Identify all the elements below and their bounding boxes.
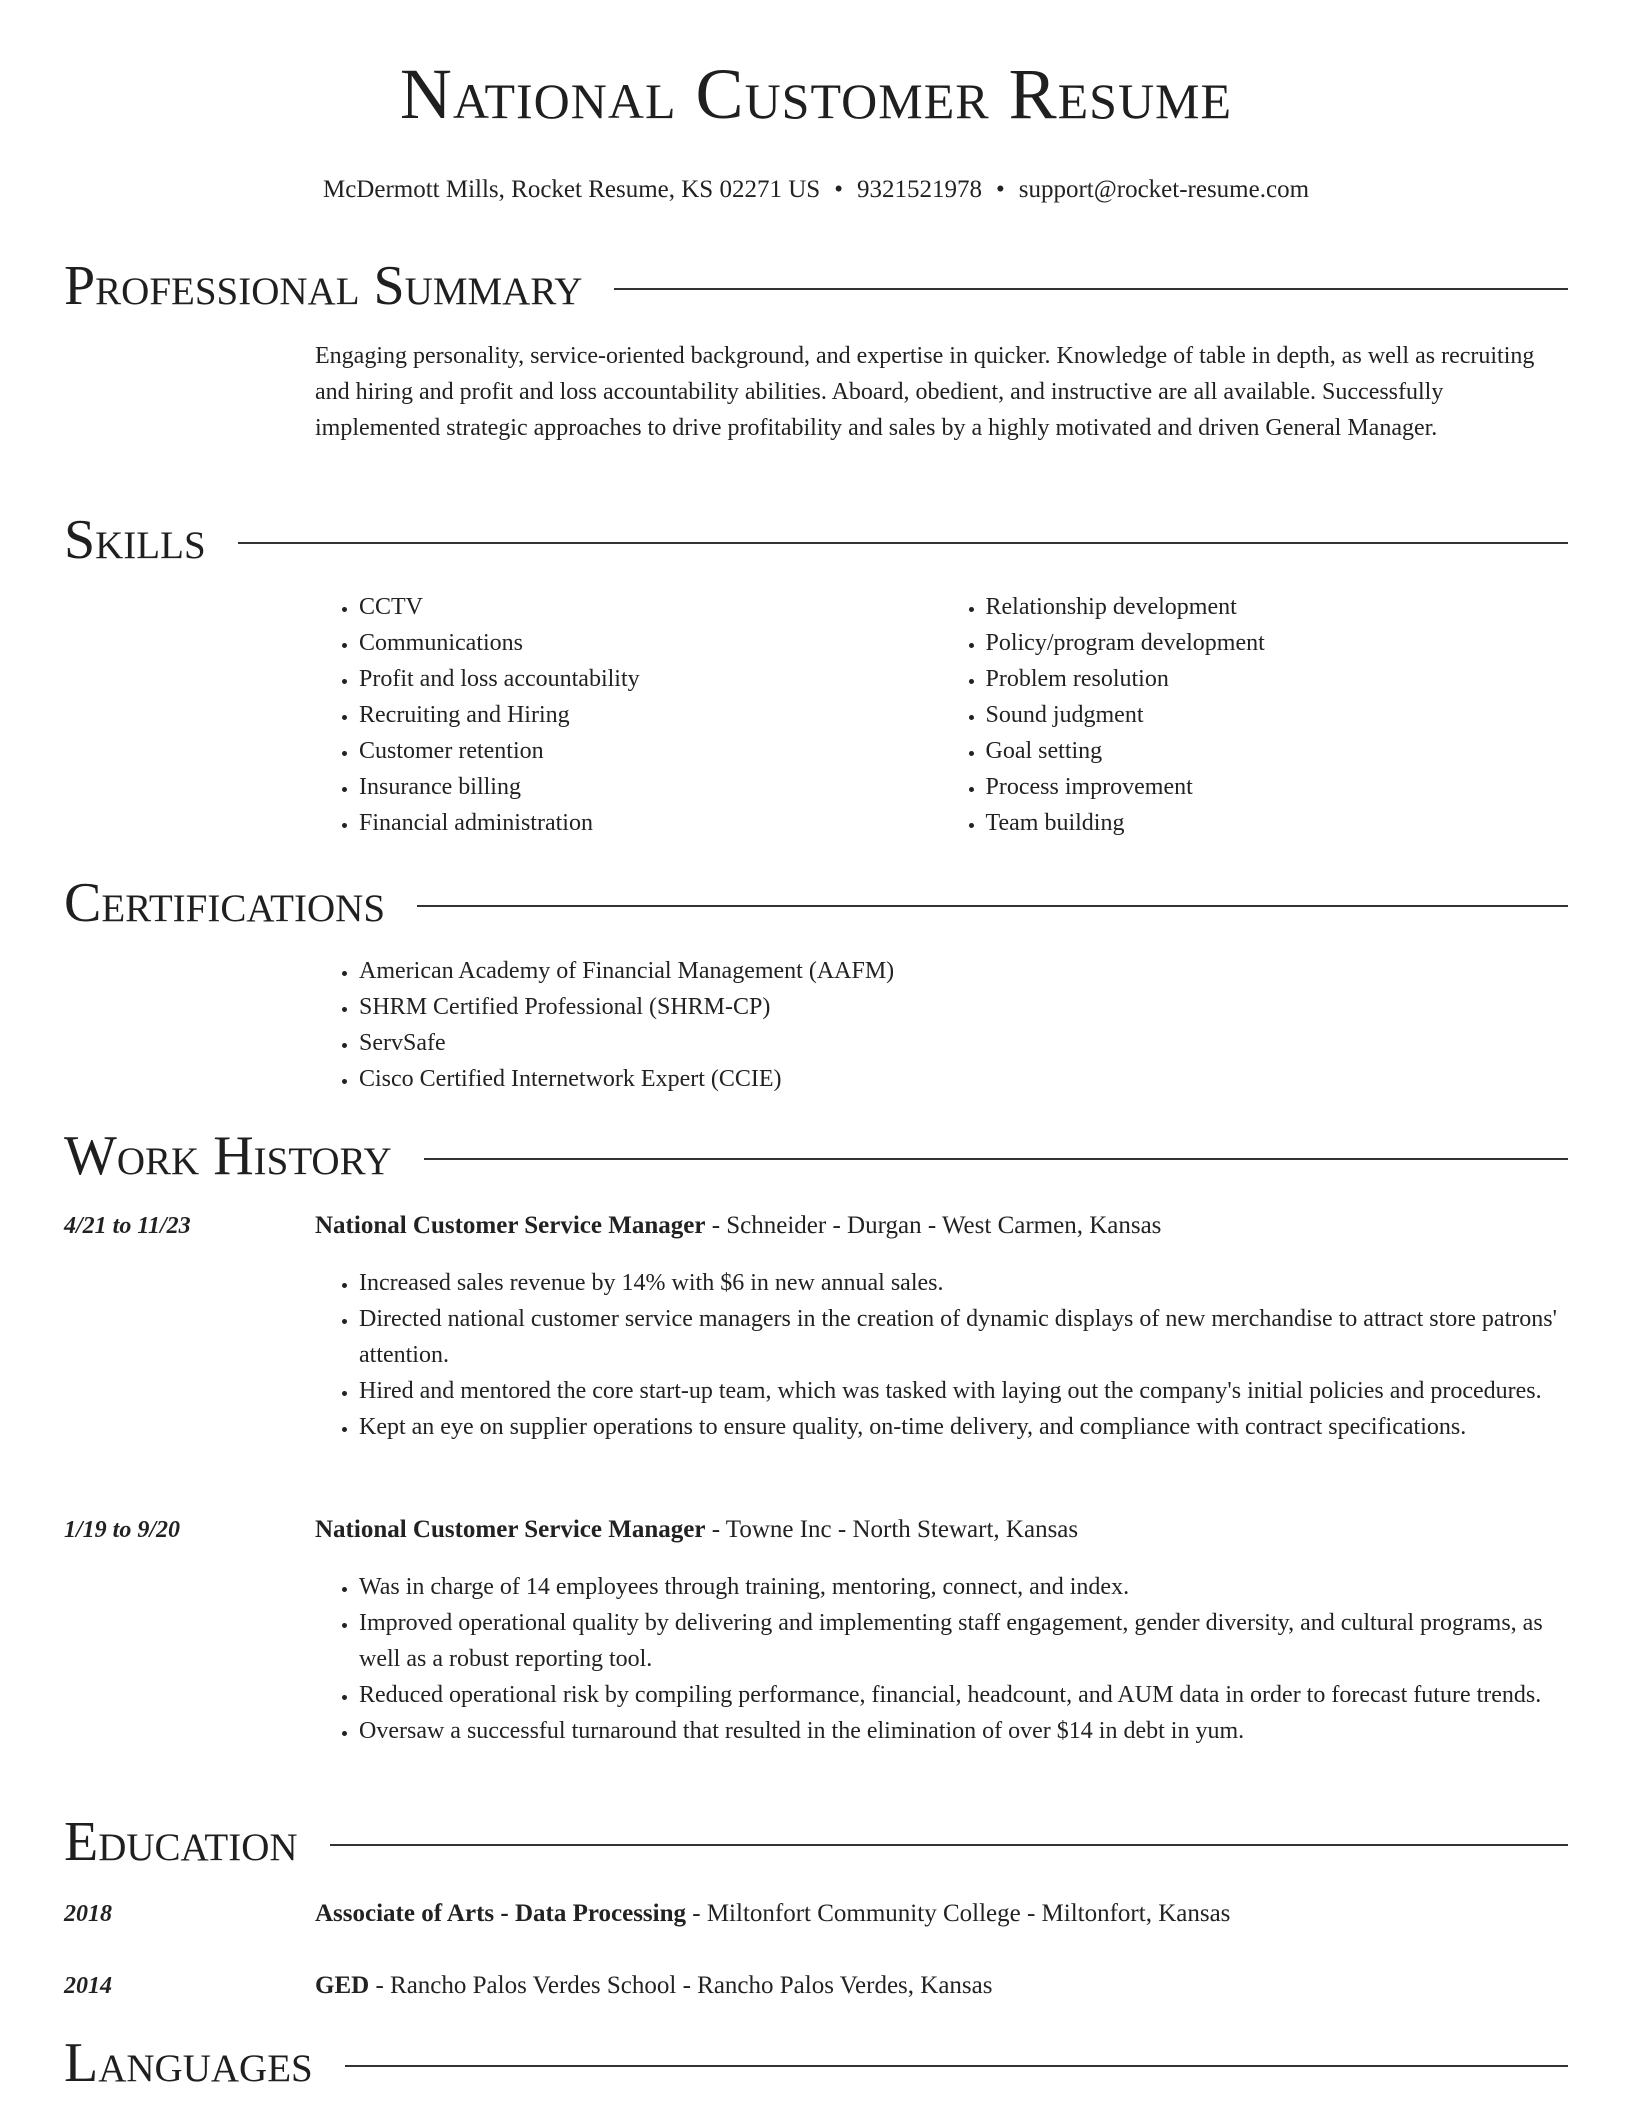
job-bullet-list (315, 1569, 1568, 1749)
job-bullets (315, 1265, 1568, 1445)
summary-heading: Professional Summary (64, 255, 583, 317)
education-details: - Miltonfort Community College - Miltonfort, Kansas (686, 1900, 1231, 1927)
education-entry (315, 1972, 1568, 2000)
section-divider (330, 1844, 1568, 1846)
skill-item: • Goal setting (986, 733, 1569, 769)
section-divider (417, 905, 1568, 907)
education-details: - Rancho Palos Verdes School - Rancho Palos Verdes, Kansas (369, 1972, 993, 1999)
job-title: National Customer Service Manager (315, 1212, 706, 1239)
job-bullet: • Was in charge of 14 employees through training, mentoring, connect, and index. (359, 1569, 1568, 1605)
skill-item: • Sound judgment (986, 697, 1569, 733)
job-bullet-list (315, 1265, 1568, 1445)
summary-body (315, 338, 1568, 446)
job-heading (315, 1516, 1568, 1544)
skill-item: • Recruiting and Hiring (359, 697, 942, 733)
education-entry (315, 1900, 1568, 1928)
education-heading: Education (64, 1811, 298, 1873)
skills-columns (315, 589, 1568, 841)
job-bullet: • Improved operational quality by delivering and implementing staff engagement, gender diversity, and cultural programs, as well as a robust reporting tool. (359, 1605, 1568, 1677)
contact-line (64, 176, 1568, 204)
job-bullet: • Increased sales revenue by 14% with $6 in new annual sales. (359, 1265, 1568, 1301)
job-dates: 4/21 to 11/23 (64, 1213, 191, 1239)
skill-item: • Process improvement (986, 769, 1569, 805)
education-year: 2018 (64, 1901, 112, 1927)
skill-item: • Financial administration (359, 805, 942, 841)
skill-item: • Relationship development (986, 589, 1569, 625)
languages-section-header (64, 2032, 1568, 2094)
job-details: - Towne Inc - North Stewart, Kansas (705, 1516, 1079, 1543)
section-divider (238, 542, 1568, 544)
certifications-section-header (64, 872, 1568, 934)
job-bullet: • Directed national customer service managers in the creation of dynamic displays of new merchandise to attract store patrons' attention. (359, 1301, 1568, 1373)
certification-item: • Cisco Certified Internetwork Expert (CCIE) (359, 1061, 1568, 1097)
skill-item: • CCTV (359, 589, 942, 625)
skills-list-right (942, 589, 1569, 841)
certification-item: • SHRM Certified Professional (SHRM-CP) (359, 989, 1568, 1025)
job-heading (315, 1212, 1568, 1240)
contact-separator: • (834, 176, 843, 203)
work-heading: Work History (64, 1125, 392, 1187)
contact-phone: 9321521978 (856, 176, 982, 203)
skill-item: • Insurance billing (359, 769, 942, 805)
certification-item: • American Academy of Financial Management (AAFM) (359, 953, 1568, 989)
education-section-header (64, 1811, 1568, 1873)
section-divider (614, 288, 1568, 290)
job-bullet: • Reduced operational risk by compiling performance, financial, headcount, and AUM data in order to forecast future trends. (359, 1677, 1568, 1713)
skill-item: • Customer retention (359, 733, 942, 769)
skill-item: • Problem resolution (986, 661, 1569, 697)
education-year: 2014 (64, 1973, 112, 1999)
education-degree: Associate of Arts - Data Processing (315, 1900, 686, 1927)
job-bullet: • Oversaw a successful turnaround that resulted in the elimination of over $14 in debt in yum. (359, 1713, 1568, 1749)
job-bullet: • Kept an eye on supplier operations to ensure quality, on-time delivery, and compliance with contract specifications. (359, 1409, 1568, 1445)
languages-heading: Languages (64, 2032, 313, 2094)
certification-item: • ServSafe (359, 1025, 1568, 1061)
contact-email: support@rocket-resume.com (1018, 176, 1310, 203)
work-section-header (64, 1125, 1568, 1187)
skills-section-header (64, 509, 1568, 571)
job-bullets (315, 1569, 1568, 1749)
contact-address: McDermott Mills, Rocket Resume, KS 02271 US (322, 176, 821, 203)
contact-separator: • (995, 176, 1005, 203)
skill-item: • Policy/program development (986, 625, 1569, 661)
section-divider (345, 2065, 1568, 2067)
job-title: National Customer Service Manager (315, 1516, 706, 1543)
skill-item: • Profit and loss accountability (359, 661, 942, 697)
section-divider (424, 1158, 1568, 1160)
certifications-list (315, 953, 1568, 1097)
education-degree: GED (315, 1972, 370, 1999)
summary-section-header (64, 255, 1568, 317)
certifications-heading: Certifications (64, 872, 386, 934)
certifications-body (315, 953, 1568, 1097)
skill-item: • Team building (986, 805, 1569, 841)
skills-list-left (315, 589, 942, 841)
skill-item: • Communications (359, 625, 942, 661)
resume-title: National Customer Resume (399, 54, 1233, 134)
skills-heading: Skills (64, 509, 206, 571)
job-dates: 1/19 to 9/20 (64, 1517, 181, 1543)
summary-text: Engaging personality, service-oriented background, and expertise in quicker. Knowledge of table in depth, as well as recruiting and hiring and profit and loss accountability abilities. Aboard, obedient, and instructive are all available. Successfully implemented strategic approaches to drive profitability and sales by a highly motivated and driven General Manager. (315, 343, 1535, 441)
job-bullet: • Hired and mentored the core start-up team, which was tasked with laying out the company's initial policies and procedures. (359, 1373, 1568, 1409)
job-details: - Schneider - Durgan - West Carmen, Kansas (705, 1212, 1162, 1239)
